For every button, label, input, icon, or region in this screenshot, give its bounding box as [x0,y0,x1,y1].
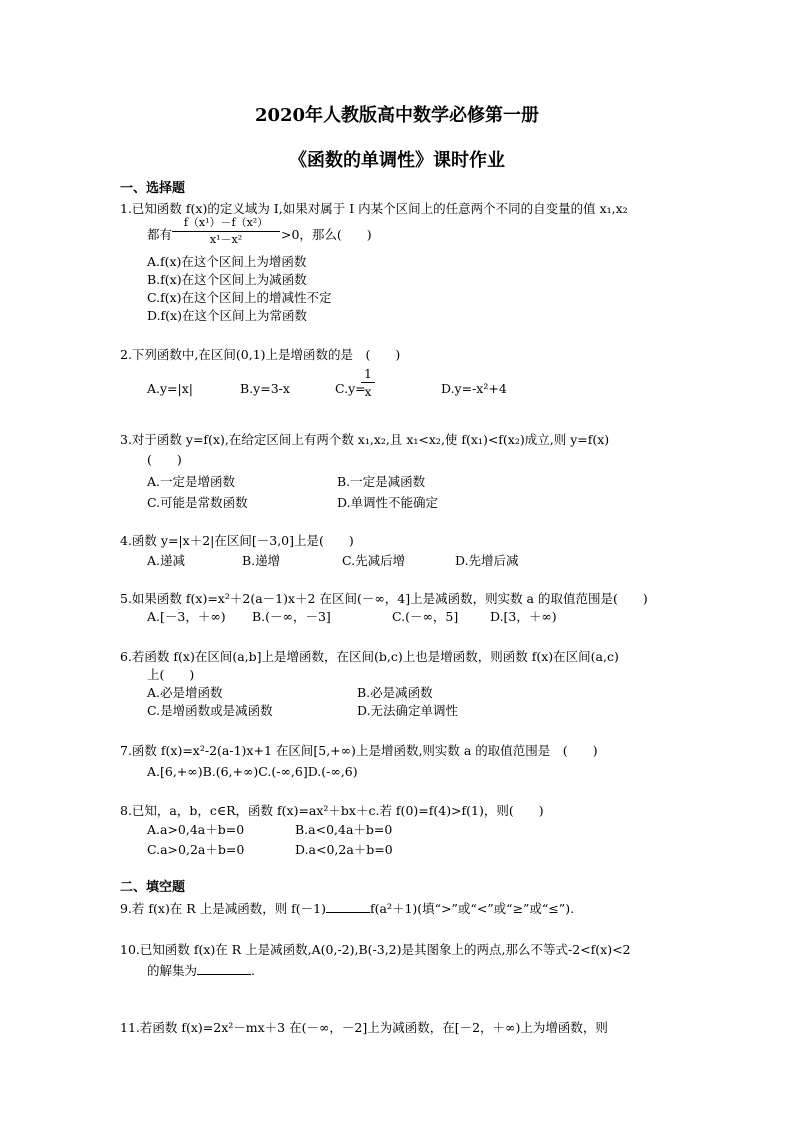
q3-stem: 3.对于函数 y=f(x),在给定区间上有两个数 x₁,x₂,且 x₁<x₂,使 f(x₁)<f(x₂)成立,则 y=f(x) [120,432,610,447]
q8-option-d: D.a<0,2a＋b=0 [295,842,393,857]
q3-option-a: A.一定是增函数 [147,474,236,489]
q3-option-b: B.一定是减函数 [337,474,426,489]
q8-option-a: A.a>0,4a＋b=0 [147,822,245,837]
section-fill-heading: 二、填空题 [120,880,186,895]
q4-stem: 4.函数 y=|x＋2|在区间[－3,0]上是( ) [120,533,354,548]
q1-lead: 都有 [147,227,173,242]
q1-option-b: B.f(x)在这个区间上为减函数 [147,272,307,287]
q2-option-a: A.y=|x| [147,381,194,396]
q9-stem [120,900,574,917]
q4-option-c: C.先减后增 [342,553,406,568]
q8-option-c: C.a>0,2a＋b=0 [147,842,245,857]
q9-lead: 9.若 f(x)在 R 上是减函数，则 f(－1) [120,901,326,916]
q8-option-b: B.a<0,4a＋b=0 [295,822,393,837]
q2-option-c-denominator: x [364,385,372,399]
q3-option-d: D.单调性不能确定 [337,495,439,510]
q6-stem-continued: 上( ) [147,667,195,682]
q5-option-c: C.(－∞，5] [392,609,459,624]
q1-fraction-numerator: f（x¹）－f（x²） [183,216,269,229]
q6-option-b: B.必是减函数 [357,685,433,700]
q10-tail: . [251,963,255,978]
q2-option-c-numerator: 1 [364,367,372,381]
q1-stem: 1.已知函数 f(x)的定义域为 I,如果对属于 I 内某个区间上的任意两个不同的自变量的值 x₁,x₂ [120,201,628,216]
q6-option-d: D.无法确定单调性 [357,703,459,718]
q5-option-d: D.[3，＋∞) [490,609,557,624]
q1-condition: >0，那么( ) [281,227,372,242]
q11-stem: 11.若函数 f(x)=2x²－mx＋3 在(－∞，－2]上为减函数，在[－2，＋∞)上为增函数，则 [120,1020,608,1035]
q7-stem: 7.函数 f(x)=x²-2(a-1)x+1 在区间[5,+∞)上是增函数,则实数 a 的取值范围是 ( ) [120,743,598,758]
q3-answer-paren: ( ) [147,452,182,467]
q5-option-b: B.(－∞，－3] [252,609,331,624]
q2-option-c-bar [361,382,375,383]
q6-stem: 6.若函数 f(x)在区间(a,b]上是增函数，在区间(b,c)上也是增函数，则函数 f(x)在区间(a,c) [120,649,619,664]
q7-options: A.[6,+∞)B.(6,+∞)C.(-∞,6]D.(-∞,6) [147,764,358,779]
q10-answer-blank[interactable] [197,962,251,975]
q4-option-b: B.递增 [242,553,281,568]
q6-option-c: C.是增函数或是减函数 [147,703,273,718]
q3-option-c: C.可能是常数函数 [147,495,248,510]
q9-answer-blank[interactable] [326,900,370,913]
q1-option-d: D.f(x)在这个区间上为常函数 [147,308,307,323]
q9-tail: f(a²＋1)(填“>”或“<”或“≥”或“≤”). [370,901,575,916]
doc-subtitle: 《函数的单调性》课时作业 [289,150,505,171]
q1-option-c: C.f(x)在这个区间上的增减性不定 [147,290,332,305]
q2-option-d: D.y=-x²+4 [441,381,507,396]
q8-stem: 8.已知，a，b，c∈R，函数 f(x)=ax²＋bx＋c.若 f(0)=f(4)>f(1)，则( ) [120,803,544,818]
q1-fraction-bar [172,231,280,232]
doc-title: 2020年人教版高中数学必修第一册 [254,105,540,126]
q5-option-a: A.[－3，＋∞) [147,609,226,624]
q6-option-a: A.必是增函数 [147,685,223,700]
q1-option-a: A.f(x)在这个区间上为增函数 [147,254,307,269]
q10-answer-line [147,962,255,979]
q10-lead: 的解集为 [147,963,198,978]
q2-stem: 2.下列函数中,在区间(0,1)上是增函数的是 ( ) [120,347,401,362]
q4-option-a: A.递减 [147,553,186,568]
q2-option-b: B.y=3-x [240,381,290,396]
q1-fraction-denominator: x¹－x² [209,233,243,246]
q2-option-c: C.y= [335,381,366,396]
q10-stem: 10.已知函数 f(x)在 R 上是减函数,A(0,-2),B(-3,2)是其图象上的两点,那么不等式-2<f(x)<2 [120,942,631,957]
q5-stem: 5.如果函数 f(x)=x²＋2(a－1)x＋2 在区间(－∞，4]上是减函数，则实数 a 的取值范围是( ) [120,591,648,606]
section-choice-heading: 一、选择题 [120,181,186,196]
q4-option-d: D.先增后减 [455,553,519,568]
